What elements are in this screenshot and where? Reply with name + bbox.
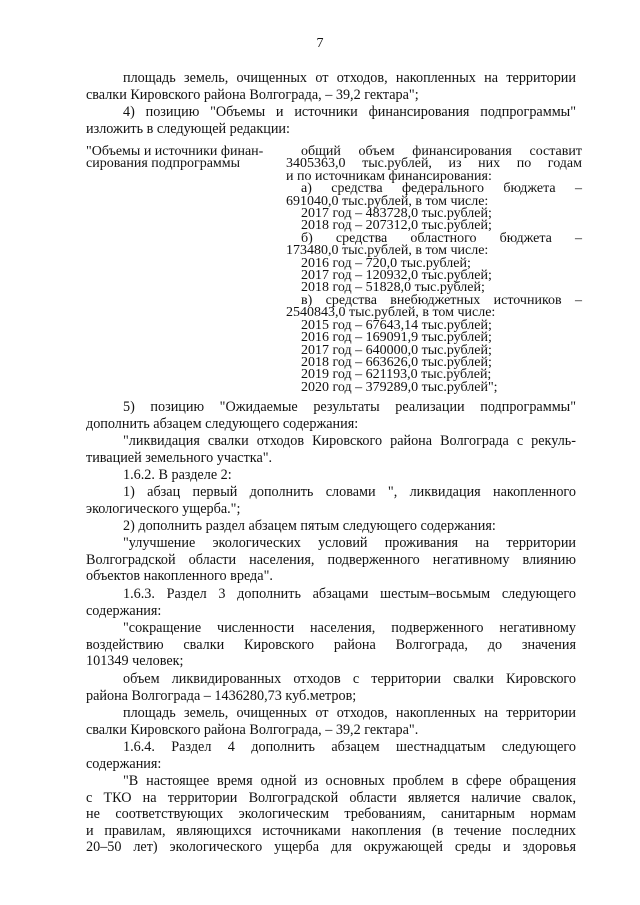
table-row: 2018 год – 207312,0 тыс.рублей; [301,218,492,234]
table-row: 2540843,0 тыс.рублей, в том числе: [286,305,496,321]
section-1-6-3-paragraph: 1.6.3. Раздел 3 дополнить абзацами шестым–восьмым следующего содержания: [86,586,576,619]
paragraph-area-cleaned-2: площадь земель, очищенных от отходов, накопленных на территории свалки Кировского района Волгограда, – 39,2 гектара". [86,705,576,738]
paragraph-item-4: 4) позицию "Объемы и источники финансирования подпрограммы" изложить в следующей редакции: [86,104,576,137]
paragraph-section-2-item-2: 2) дополнить раздел абзацем пятым следующего содержания: [123,518,496,534]
table-row: 2017 год – 120932,0 тыс.рублей; [301,268,492,284]
table-row: а) средства федерального бюджета – [301,181,582,197]
table-row: и по источникам финансирования: [286,168,492,184]
table-row: б) средства областного бюджета – [301,230,582,246]
table-label-cell: "Объемы и источники финан- сирования подпрограммы [86,144,264,172]
paragraph-quote-ecology: "улучшение экологических условий проживания на территории Волгоградской области населения, подверженного негативному влиянию объектов накопленного вреда". [86,535,576,584]
table-row: 2018 год – 51828,0 тыс.рублей; [301,280,485,296]
table-value-cell [286,146,582,394]
paragraph-section-2-item-1: 1) абзац первый дополнить словами ", ликвидация накопленного экологического ущерба."; [86,484,576,517]
table-row: 691040,0 тыс.рублей, в том числе: [286,193,489,209]
section-1-6-2-heading: 1.6.2. В разделе 2: [123,467,232,483]
paragraph-waste-volume: объем ликвидированных отходов с территории свалки Кировского района Волгограда – 1436280,73 куб.метров; [86,671,576,704]
table-row: 173480,0 тыс.рублей, в том числе: [286,243,489,259]
table-row: 2016 год – 720,0 тыс.рублей; [301,255,471,271]
table-row: общий объем финансирования составит [301,144,582,159]
paragraph-quote-liquidation: "ликвидация свалки отходов Кировского района Волгограда с рекуль- тивацией земельного участка". [86,433,576,466]
paragraph-quote-population: "сокращение численности населения, подверженного негативному воздействию свалки Кировского района Волгограда, до значения 101349 человек; [86,620,576,669]
section-1-6-4-paragraph: 1.6.4. Раздел 4 дополнить абзацем шестнадцатым следующего содержания: [86,739,576,772]
table-row: 2019 год – 621193,0 тыс.рублей; [301,367,492,383]
paragraph-area-cleaned: площадь земель, очищенных от отходов, накопленных на территории свалки Кировского района Волгограда, – 39,2 гектара"; [86,70,576,103]
paragraph-quote-tko: "В настоящее время одной из основных проблем в сфере обращения с ТКО на территории Волгоградской области является наличие свалок, не соответствующих экологическим требованиям, санитарным нормам и правилам, являющихся источниками накопления (в течение последних 20–50 лет) экологического ущерба для окружающей среды и здоровья [86,773,576,855]
table-row: 2018 год – 663626,0 тыс.рублей; [301,354,492,370]
table-row: 3405363,0 тыс.рублей, из них по годам [286,156,582,172]
table-row: 2017 год – 640000,0 тыс.рублей; [301,342,492,358]
table-row: 2017 год – 483728,0 тыс.рублей; [301,206,492,222]
paragraph-item-5: 5) позицию "Ожидаемые результаты реализации подпрограммы" дополнить абзацем следующего содержания: [86,399,576,432]
page-number: 7 [316,36,324,51]
table-row: в) средства внебюджетных источников – [301,292,582,308]
table-row: 2015 год – 67643,14 тыс.рублей; [301,317,492,333]
table-row: 2016 год – 169091,9 тыс.рублей; [301,330,492,346]
table-row: 2020 год – 379289,0 тыс.рублей"; [301,379,498,395]
